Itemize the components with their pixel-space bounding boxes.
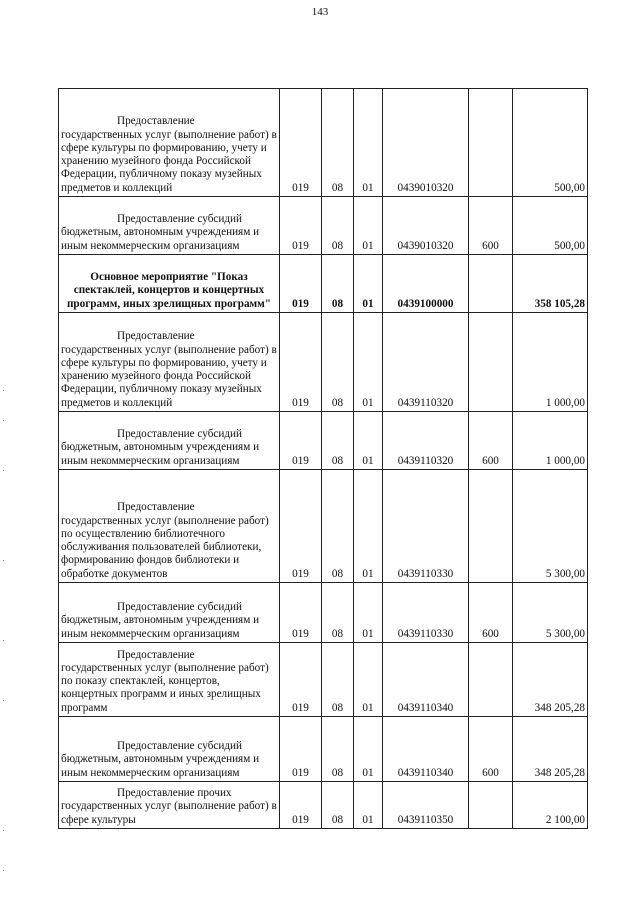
table-row: [59, 643, 588, 717]
section-code-cell: 08: [322, 470, 354, 583]
page-number: 143: [311, 6, 329, 18]
scan-mark: [3, 560, 4, 561]
item-name-text: Предоставление субсидий бюджетным, автономным учреждениям и иным некоммерческим организациям: [61, 428, 260, 467]
target-article-cell: 0439010320: [383, 197, 469, 255]
amount-cell: 1 000,00: [513, 412, 588, 470]
target-article-cell: 0439110330: [383, 583, 469, 643]
item-name-cell: [59, 643, 280, 717]
item-name-cell: [59, 89, 280, 197]
target-article-cell: 0439110350: [383, 782, 469, 829]
expense-type-cell: [469, 470, 513, 583]
target-article-cell: 0439110320: [383, 412, 469, 470]
amount-cell: 358 105,28: [513, 255, 588, 313]
expense-type-cell: 600: [469, 583, 513, 643]
table-row: [59, 583, 588, 643]
item-name-text: Предоставление субсидий бюджетным, автономным учреждениям и иным некоммерческим организациям: [61, 213, 260, 252]
table-row: [59, 470, 588, 583]
item-name-cell: [59, 583, 280, 643]
item-name-cell: [59, 313, 280, 412]
scan-mark: [3, 870, 4, 871]
subsection-code-cell: 01: [354, 782, 383, 829]
table-row: [59, 197, 588, 255]
item-name-cell: [59, 197, 280, 255]
expense-type-cell: [469, 255, 513, 313]
section-code-cell: 08: [322, 255, 354, 313]
subsection-code-cell: 01: [354, 470, 383, 583]
target-article-cell: 0439010320: [383, 89, 469, 197]
ministry-code-cell: 019: [280, 412, 322, 470]
amount-cell: 5 300,00: [513, 583, 588, 643]
subsection-code-cell: 01: [354, 89, 383, 197]
section-code-cell: 08: [322, 717, 354, 782]
amount-cell: 2 100,00: [513, 782, 588, 829]
table-row: [59, 717, 588, 782]
ministry-code-cell: 019: [280, 313, 322, 412]
table-row: [59, 89, 588, 197]
item-name-text: Предоставление субсидий бюджетным, автономным учреждениям и иным некоммерческим организациям: [61, 740, 260, 779]
expense-type-cell: [469, 782, 513, 829]
expense-type-cell: 600: [469, 717, 513, 782]
amount-cell: 1 000,00: [513, 313, 588, 412]
ministry-code-cell: 019: [280, 782, 322, 829]
subsection-code-cell: 01: [354, 643, 383, 717]
expense-type-cell: [469, 313, 513, 412]
item-name-text: Предоставление государственных услуг (выполнение работ) по показу спектаклей, концертов, концертных программ и иных зрелищных программ: [61, 648, 269, 714]
target-article-cell: 0439110340: [383, 717, 469, 782]
target-article-cell: 0439110340: [383, 643, 469, 717]
subsection-code-cell: 01: [354, 197, 383, 255]
subsection-code-cell: 01: [354, 717, 383, 782]
item-name-cell: [59, 717, 280, 782]
ministry-code-cell: 019: [280, 197, 322, 255]
amount-cell: 500,00: [513, 89, 588, 197]
table-row: [59, 782, 588, 829]
item-name-cell: [59, 782, 280, 829]
section-code-cell: 08: [322, 89, 354, 197]
expense-type-cell: 600: [469, 412, 513, 470]
item-name-text: Предоставление государственных услуг (выполнение работ) в сфере культуры по формированию, учету и хранению музейного фонда Российской Федерации, публичному показу музейных предметов и коллекций: [61, 115, 277, 194]
amount-cell: 348 205,28: [513, 717, 588, 782]
budget-table: [58, 88, 588, 829]
section-code-cell: 08: [322, 412, 354, 470]
scan-mark: [3, 470, 4, 471]
amount-cell: 5 300,00: [513, 470, 588, 583]
item-name-cell: [59, 470, 280, 583]
table-row: [59, 412, 588, 470]
target-article-cell: 0439100000: [383, 255, 469, 313]
scan-mark: [3, 420, 4, 421]
ministry-code-cell: 019: [280, 643, 322, 717]
ministry-code-cell: 019: [280, 583, 322, 643]
amount-cell: 348 205,28: [513, 643, 588, 717]
expense-type-cell: 600: [469, 197, 513, 255]
section-code-cell: 08: [322, 197, 354, 255]
ministry-code-cell: 019: [280, 717, 322, 782]
item-name-cell: [59, 412, 280, 470]
ministry-code-cell: 019: [280, 89, 322, 197]
scan-mark: [3, 700, 4, 701]
ministry-code-cell: 019: [280, 470, 322, 583]
item-name-text: Предоставление прочих государственных услуг (выполнение работ) в сфере культуры: [61, 787, 277, 826]
item-name-text: Предоставление государственных услуг (выполнение работ) по осуществлению библиотечного обслуживания пользователей библиотеки, формированию фондов библиотеки и обработке документов: [61, 501, 269, 580]
table-row: [59, 313, 588, 412]
expense-type-cell: [469, 643, 513, 717]
section-code-cell: 08: [322, 583, 354, 643]
subsection-code-cell: 01: [354, 583, 383, 643]
item-name-text: Предоставление государственных услуг (выполнение работ) в сфере культуры по формированию, учету и хранению музейного фонда Российской Федерации, публичному показу музейных предметов и коллекций: [61, 330, 277, 409]
table-row-main-activity: [59, 255, 588, 313]
subsection-code-cell: 01: [354, 313, 383, 412]
target-article-cell: 0439110330: [383, 470, 469, 583]
target-article-cell: 0439110320: [383, 313, 469, 412]
ministry-code-cell: 019: [280, 255, 322, 313]
section-code-cell: 08: [322, 782, 354, 829]
subsection-code-cell: 01: [354, 412, 383, 470]
scan-mark: [3, 830, 4, 831]
amount-cell: 500,00: [513, 197, 588, 255]
section-code-cell: 08: [322, 643, 354, 717]
item-name-cell: [59, 255, 280, 313]
section-code-cell: 08: [322, 313, 354, 412]
scan-mark: [3, 640, 4, 641]
expense-type-cell: [469, 89, 513, 197]
scan-mark: [3, 390, 4, 391]
subsection-code-cell: 01: [354, 255, 383, 313]
item-name-text: Предоставление субсидий бюджетным, автономным учреждениям и иным некоммерческим организациям: [61, 601, 260, 640]
item-name-text: Основное мероприятие "Показ спектаклей, концертов и концертных программ, иных зрелищных программ": [66, 271, 272, 310]
